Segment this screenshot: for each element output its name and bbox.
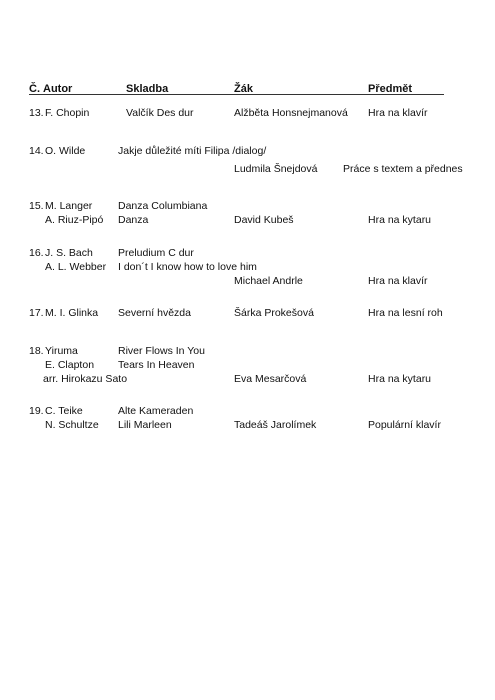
row-subject: Hra na kytaru [368, 373, 432, 385]
header-piece: Skladba [126, 83, 169, 95]
row-subject: Hra na kytaru [368, 214, 432, 226]
row-student: Eva Mesarčová [234, 373, 307, 385]
row-piece: Danza Columbiana [118, 200, 208, 212]
row-author: C. Teike [45, 405, 83, 417]
row-author-3: arr. Hirokazu Sato [43, 373, 128, 385]
row-subject: Hra na lesní roh [368, 307, 443, 319]
row-piece: Valčík Des dur [126, 107, 194, 119]
row-piece-2: Lili Marleen [118, 419, 172, 431]
row-student: Michael Andrle [234, 275, 303, 287]
row-author-2: A. L. Webber [45, 261, 107, 273]
row-piece-2: Tears In Heaven [118, 359, 195, 371]
row-num: 17. [29, 307, 44, 319]
row-num: 15. [29, 200, 44, 212]
row-piece: Severní hvězda [118, 307, 191, 319]
row-piece: Jakje důležité míti Filipa /dialog/ [118, 145, 267, 157]
row-student: David Kubeš [234, 214, 294, 226]
row-author: M. I. Glinka [45, 307, 99, 319]
header-student: Žák [234, 83, 253, 95]
row-piece-2: I don´t I know how to love him [118, 261, 257, 273]
row-num: 18. [29, 345, 44, 357]
row-piece: River Flows In You [118, 345, 205, 357]
header-author: Autor [43, 83, 73, 95]
row-author-2: N. Schultze [45, 419, 99, 431]
row-author: O. Wilde [45, 145, 86, 157]
row-num: 16. [29, 247, 44, 259]
header-subject: Předmět [368, 83, 413, 95]
row-author-2: E. Clapton [45, 359, 95, 371]
row-student: Tadeáš Jarolímek [234, 419, 317, 431]
row-author: J. S. Bach [45, 247, 93, 259]
row-student: Šárka Prokešová [234, 307, 314, 319]
header-divider [29, 94, 444, 95]
row-num: 19. [29, 405, 44, 417]
row-piece: Preludium C dur [118, 247, 194, 259]
row-author: Yiruma [45, 345, 78, 357]
row-subject: Populární klavír [368, 419, 441, 431]
row-subject: Hra na klavír [368, 107, 428, 119]
row-student: Alžběta Honsnejmanová [234, 107, 348, 119]
row-student: Ludmila Šnejdová [234, 163, 318, 175]
row-author: F. Chopin [45, 107, 90, 119]
row-piece-2: Danza [118, 214, 149, 226]
row-num: 14. [29, 145, 44, 157]
row-piece: Alte Kameraden [118, 405, 194, 417]
row-author-2: A. Riuz-Pipó [45, 214, 104, 226]
row-num: 13. [29, 107, 44, 119]
row-author: M. Langer [45, 200, 93, 212]
row-subject: Práce s textem a přednes [343, 163, 463, 175]
row-subject: Hra na klavír [368, 275, 428, 287]
header-num: Č. [29, 83, 40, 95]
